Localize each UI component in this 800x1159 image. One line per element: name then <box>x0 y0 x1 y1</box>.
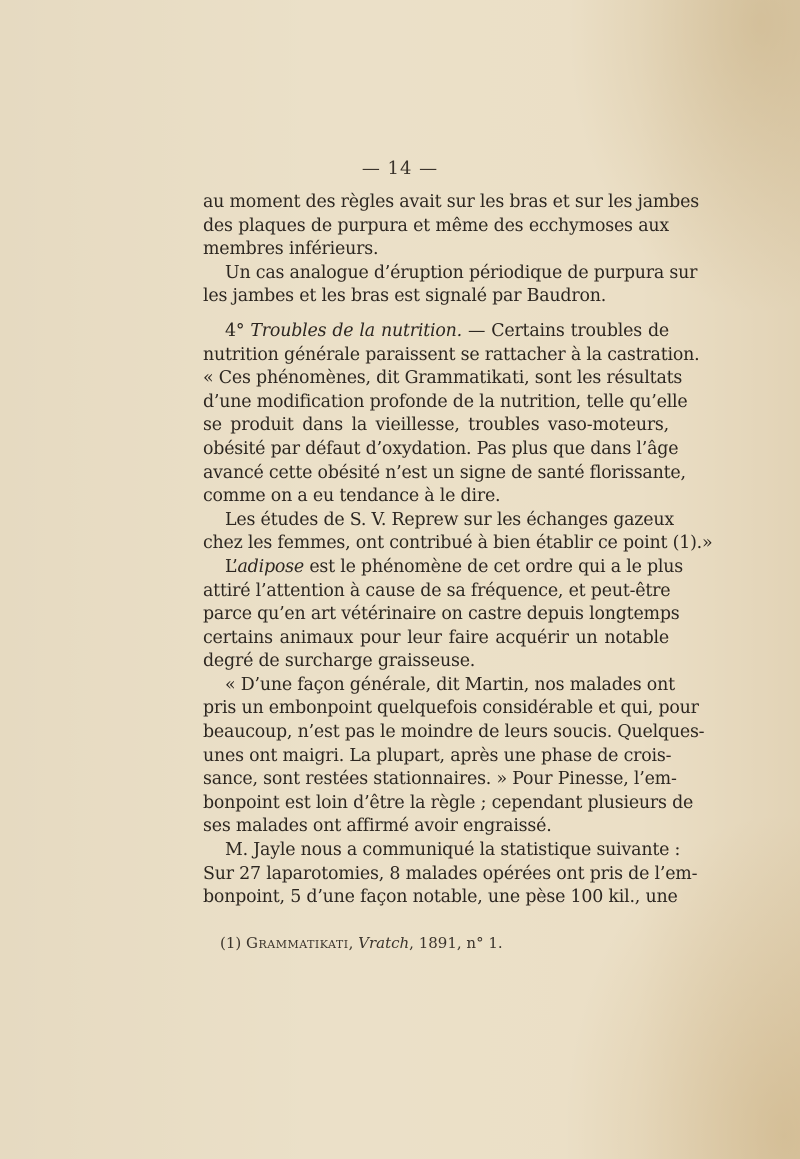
section-heading-line <box>203 320 669 344</box>
footnote-author: Grammatikati <box>246 934 349 952</box>
text-line: « D’une façon générale, dit Martin, nos malades ont <box>225 674 675 695</box>
adipose-term: adipose <box>237 556 304 577</box>
section-heading-rest: — Certains troubles de <box>461 320 669 341</box>
text-line: au moment des règles avait sur les bras et sur les jambes <box>203 192 699 212</box>
text-line: membres inférieurs. <box>203 239 379 260</box>
text-line: beaucoup, n’est pas le moindre de leurs soucis. Quelques- <box>203 722 705 743</box>
text-line: certains animaux pour leur faire acquérir un notable <box>203 627 669 648</box>
text-line: attiré l’attention à cause de sa fréquence, et peut-être <box>203 580 671 601</box>
text-line: comme on a eu tendance à le dire. <box>203 486 501 507</box>
section-number: 4° <box>225 320 251 341</box>
text-line: les jambes et les bras est signalé par Baudron. <box>203 286 607 307</box>
adipose-prefix: L’ <box>225 556 238 577</box>
paragraph-gap <box>203 309 669 320</box>
text-line: bonpoint est loin d’être la règle ; cependant plusieurs de <box>203 792 694 813</box>
adipose-line <box>203 556 684 580</box>
adipose-rest: est le phénomène de cet ordre qui a le plus <box>304 556 684 577</box>
text-line: degré de surcharge graisseuse. <box>203 651 476 672</box>
text-line: parce qu’en art vétérinaire on castre depuis longtemps <box>203 604 680 625</box>
text-line: pris un embonpoint quelquefois considérable et qui, pour <box>203 698 699 719</box>
text-line: « Ces phénomènes, dit Grammatikati, sont les résultats <box>203 368 683 389</box>
footnote-journal: Vratch <box>358 934 410 952</box>
text-line: avancé cette obésité n’est un signe de santé florissante, <box>203 462 686 483</box>
page-number: — 14 — <box>361 158 439 179</box>
text-line: M. Jayle nous a communiqué la statistique suivante : <box>225 840 681 861</box>
text-line: Les études de S. V. Reprew sur les échanges gazeux <box>225 509 674 530</box>
body-text <box>203 191 713 910</box>
text-line: Un cas analogue d’éruption périodique de purpura sur <box>225 262 698 283</box>
section-title: Troubles de la nutrition. <box>250 320 462 341</box>
text-line: ses malades ont affirmé avoir engraissé. <box>203 816 552 837</box>
footnote-citation: , 1891, n° 1. <box>409 934 503 952</box>
text-line: obésité par défaut d’oxydation. Pas plus que dans l’âge <box>203 438 679 459</box>
text-line: des plaques de purpura et même des ecchymoses aux <box>203 215 669 236</box>
text-line: sance, sont restées stationnaires. » Pour Pinesse, l’em- <box>203 769 677 790</box>
text-line: nutrition générale paraissent se rattacher à la castration. <box>203 344 700 365</box>
text-line: d’une modification profonde de la nutrition, telle qu’elle <box>203 391 688 412</box>
text-line: unes ont maigri. La plupart, après une phase de crois- <box>203 745 672 766</box>
text-line: se produit dans la vieillesse, troubles vaso-moteurs, <box>203 415 669 436</box>
text-line: chez les femmes, ont contribué à bien établir ce point (1).» <box>203 533 713 554</box>
footnote <box>220 934 503 952</box>
text-line: bonpoint, 5 d’une façon notable, une pèse 100 kil., une <box>203 887 678 908</box>
footnote-separator: , <box>348 934 359 952</box>
footnote-marker: (1) <box>220 934 247 952</box>
text-line: Sur 27 laparotomies, 8 malades opérées ont pris de l’em- <box>203 863 698 884</box>
